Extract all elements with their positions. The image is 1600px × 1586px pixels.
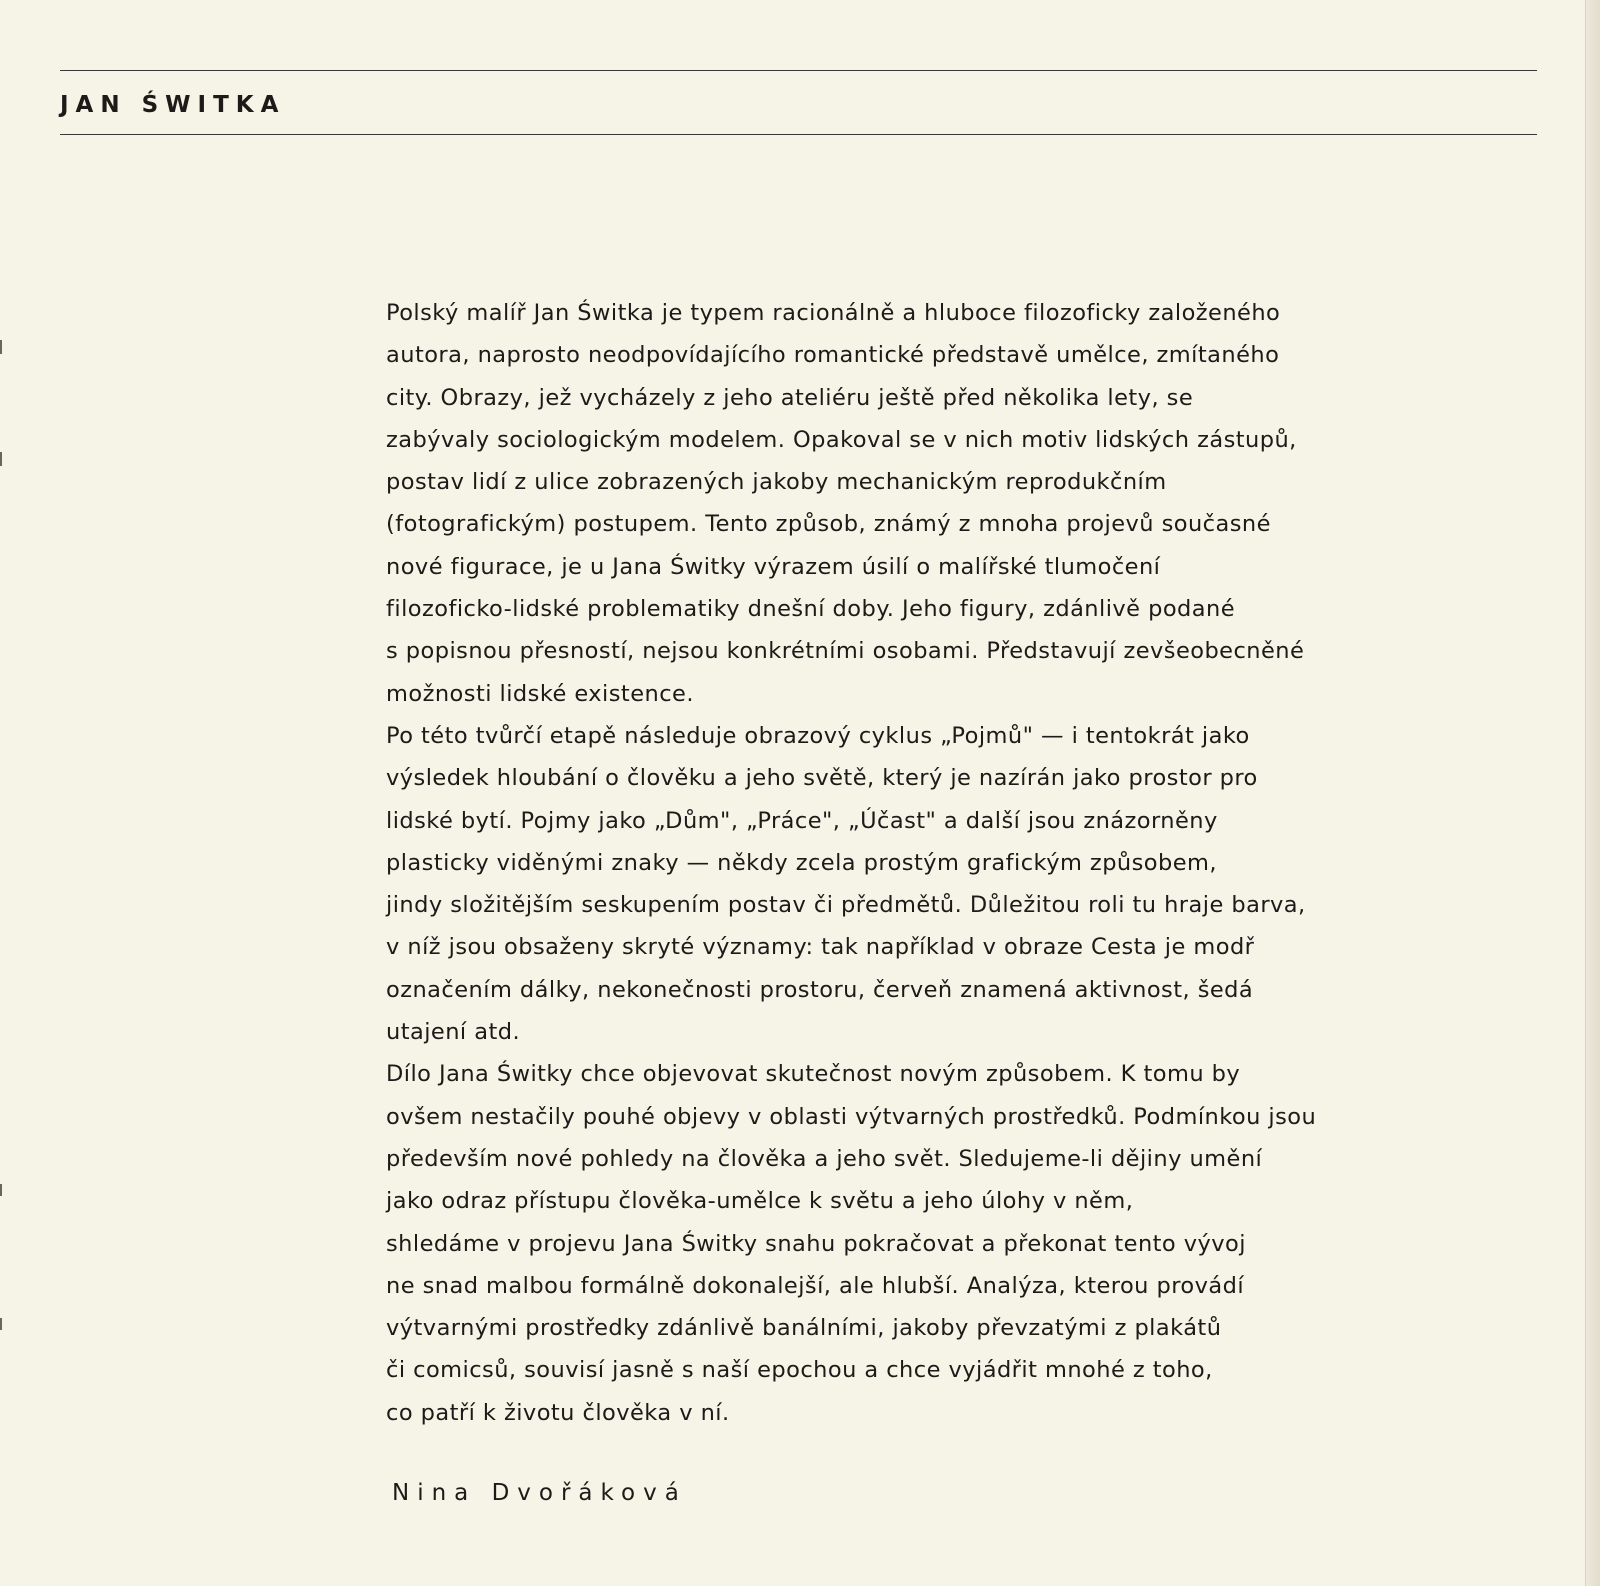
text-line: utajení atd. — [386, 1019, 521, 1046]
margin-mark — [0, 1318, 2, 1330]
text-line: jako odraz přístupu člověka-umělce k světu a jeho úlohy v něm, — [386, 1188, 1134, 1215]
text-line: co patří k životu člověka v ní. — [386, 1399, 730, 1426]
text-line: s popisnou přesností, nejsou konkrétními osobami. Představují zevšeobecněné — [386, 638, 1305, 665]
text-line: či comicsů, souvisí jasně s naší epochou a chce vyjádřit mnohé z toho, — [386, 1357, 1213, 1384]
text-line: Polský malíř Jan Świtka je typem racionálně a hluboce filozoficky založeného — [386, 300, 1281, 326]
page-title: JAN ŚWITKA — [60, 92, 286, 118]
text-line: výtvarnými prostředky zdánlivě banálními, jakoby převzatými z plakátů — [386, 1315, 1222, 1342]
margin-mark — [0, 340, 2, 354]
text-line: jindy složitějším seskupením postav či předmětů. Důležitou roli tu hraje barva, — [386, 892, 1306, 919]
article-body — [386, 292, 1396, 1434]
text-line: autora, naprosto neodpovídajícího romantické představě umělce, zmítaného — [386, 342, 1280, 369]
margin-mark — [0, 1184, 2, 1196]
text-line: možnosti lidské existence. — [386, 680, 694, 707]
text-line: ne snad malbou formálně dokonalejší, ale hlubší. Analýza, kterou provádí — [386, 1272, 1245, 1299]
text-line: ovšem nestačily pouhé objevy v oblasti výtvarných prostředků. Podmínkou jsou — [386, 1103, 1317, 1130]
text-line: shledáme v projevu Jana Świtky snahu pokračovat a překonat tento vývoj — [386, 1230, 1246, 1257]
margin-mark — [0, 452, 2, 466]
text-line: filozoficko-lidské problematiky dnešní doby. Jeho figury, zdánlivě podané — [386, 596, 1236, 623]
text-line: označením dálky, nekonečnosti prostoru, červeň znamená aktivnost, šedá — [386, 976, 1254, 1003]
text-line: výsledek hloubání o člověku a jeho světě, který je nazírán jako prostor pro — [386, 765, 1258, 792]
page-edge — [1585, 0, 1600, 1586]
top-rule — [60, 70, 1537, 71]
text-line: plasticky viděnými znaky — někdy zcela prostým grafickým způsobem, — [386, 849, 1218, 876]
text-line: city. Obrazy, jež vycházely z jeho ateliéru ještě před několika lety, se — [386, 384, 1194, 411]
text-line: nové figurace, je u Jana Świtky výrazem úsilí o malířské tlumočení — [386, 553, 1161, 580]
text-line: lidské bytí. Pojmy jako „Dům", „Práce", „Účast" a další jsou znázorněny — [386, 807, 1218, 834]
bottom-rule — [60, 134, 1537, 135]
author-signature: Nina Dvořáková — [392, 1480, 687, 1506]
text-line: zabývaly sociologickým modelem. Opakoval se v nich motiv lidských zástupů, — [386, 426, 1297, 453]
text-line: Dílo Jana Świtky chce objevovat skutečnost novým způsobem. K tomu by — [386, 1061, 1241, 1088]
text-line: (fotografickým) postupem. Tento způsob, známý z mnoha projevů současné — [386, 511, 1271, 538]
text-line: postav lidí z ulice zobrazených jakoby mechanickým reprodukčním — [386, 469, 1167, 496]
text-line: v níž jsou obsaženy skryté významy: tak například v obraze Cesta je modř — [386, 934, 1255, 961]
text-line: Po této tvůrčí etapě následuje obrazový cyklus „Pojmů" — i tentokrát jako — [386, 722, 1250, 749]
text-line: především nové pohledy na člověka a jeho svět. Sledujeme-li dějiny umění — [386, 1145, 1263, 1172]
